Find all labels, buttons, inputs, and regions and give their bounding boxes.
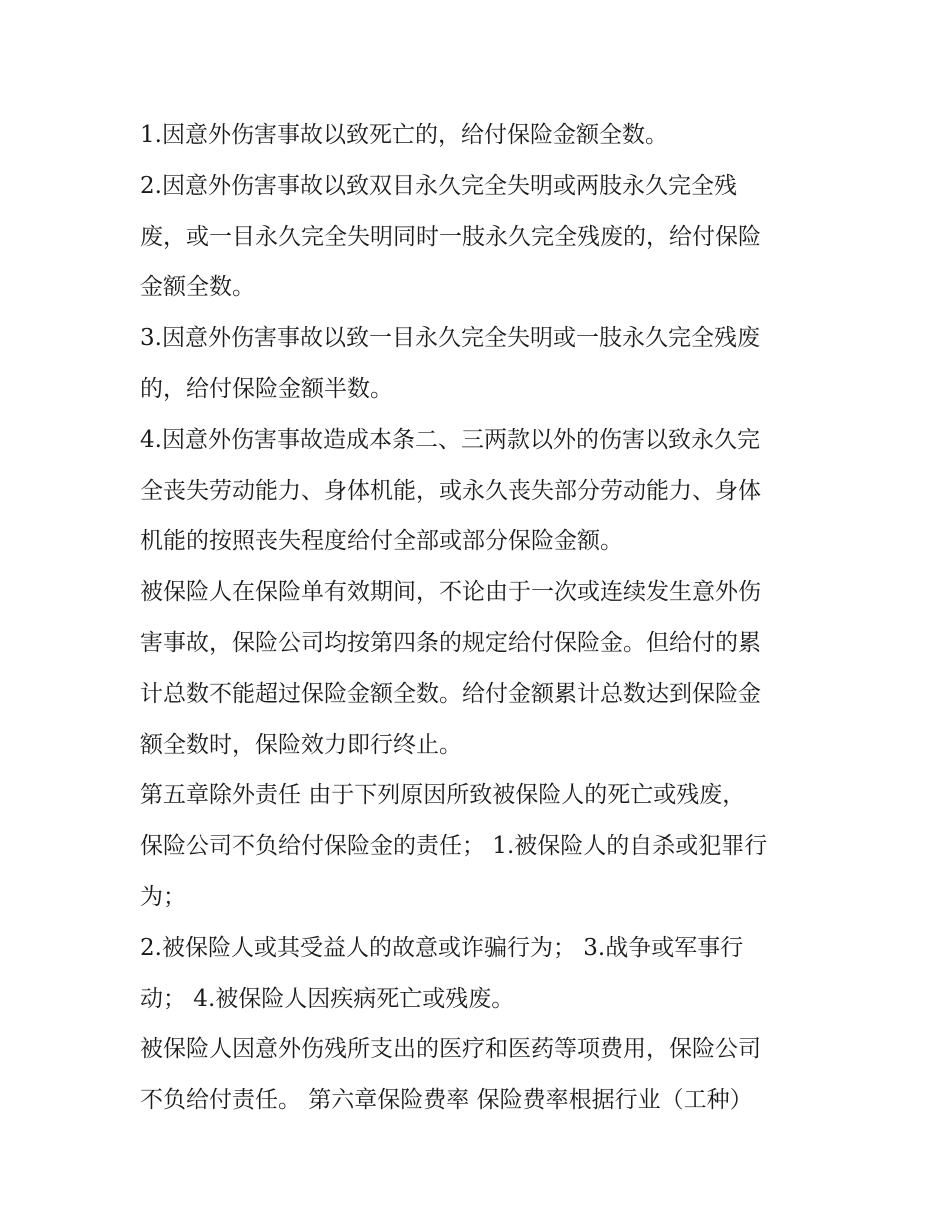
text-line: 金额全数。 <box>140 274 255 301</box>
document-body <box>140 110 820 1126</box>
text-line: 第五章除外责任 由于下列原因所致被保险人的死亡或残废， <box>140 782 746 809</box>
text-line: 废，或一目永久完全失明同时一肢永久完全残废的，给付保险 <box>140 223 761 250</box>
text-line: 1.因意外伤害事故以致死亡的，给付保险金额全数。 <box>140 122 668 148</box>
text-line: 为； <box>140 883 186 910</box>
text-line: 全丧失劳动能力、身体机能，或永久丧失部分劳动能力、身体 <box>140 477 761 504</box>
text-line: 2.被保险人或其受益人的故意或诈骗行为； 3.战争或军事行 <box>140 934 744 961</box>
text-line: 额全数时，保险效力即行终止。 <box>140 731 462 758</box>
text-line: 2.因意外伤害事故以致双目永久完全失明或两肢永久完全残 <box>140 172 737 199</box>
text-line: 4.因意外伤害事故造成本条二、三两款以外的伤害以致永久完 <box>140 426 760 453</box>
text-line: 动； 4.被保险人因疾病死亡或残废。 <box>140 985 515 1012</box>
text-line: 的，给付保险金额半数。 <box>140 375 393 402</box>
text-line: 害事故，保险公司均按第四条的规定给付保险金。但给付的累 <box>140 629 761 656</box>
text-line: 计总数不能超过保险金额全数。给付金额累计总数达到保险金 <box>140 680 761 707</box>
text-line: 机能的按照丧失程度给付全部或部分保险金额。 <box>140 528 623 555</box>
text-line: 不负给付责任。 第六章保险费率 保险费率根据行业（工种） <box>140 1087 753 1114</box>
text-line: 被保险人在保险单有效期间，不论由于一次或连续发生意外伤 <box>140 579 761 606</box>
text-line: 被保险人因意外伤残所支出的医疗和医药等项费用，保险公司 <box>140 1036 761 1063</box>
text-line: 3.因意外伤害事故以致一目永久完全失明或一肢永久完全残废 <box>140 325 760 352</box>
text-line: 保险公司不负给付保险金的责任； 1.被保险人的自杀或犯罪行 <box>140 833 768 860</box>
